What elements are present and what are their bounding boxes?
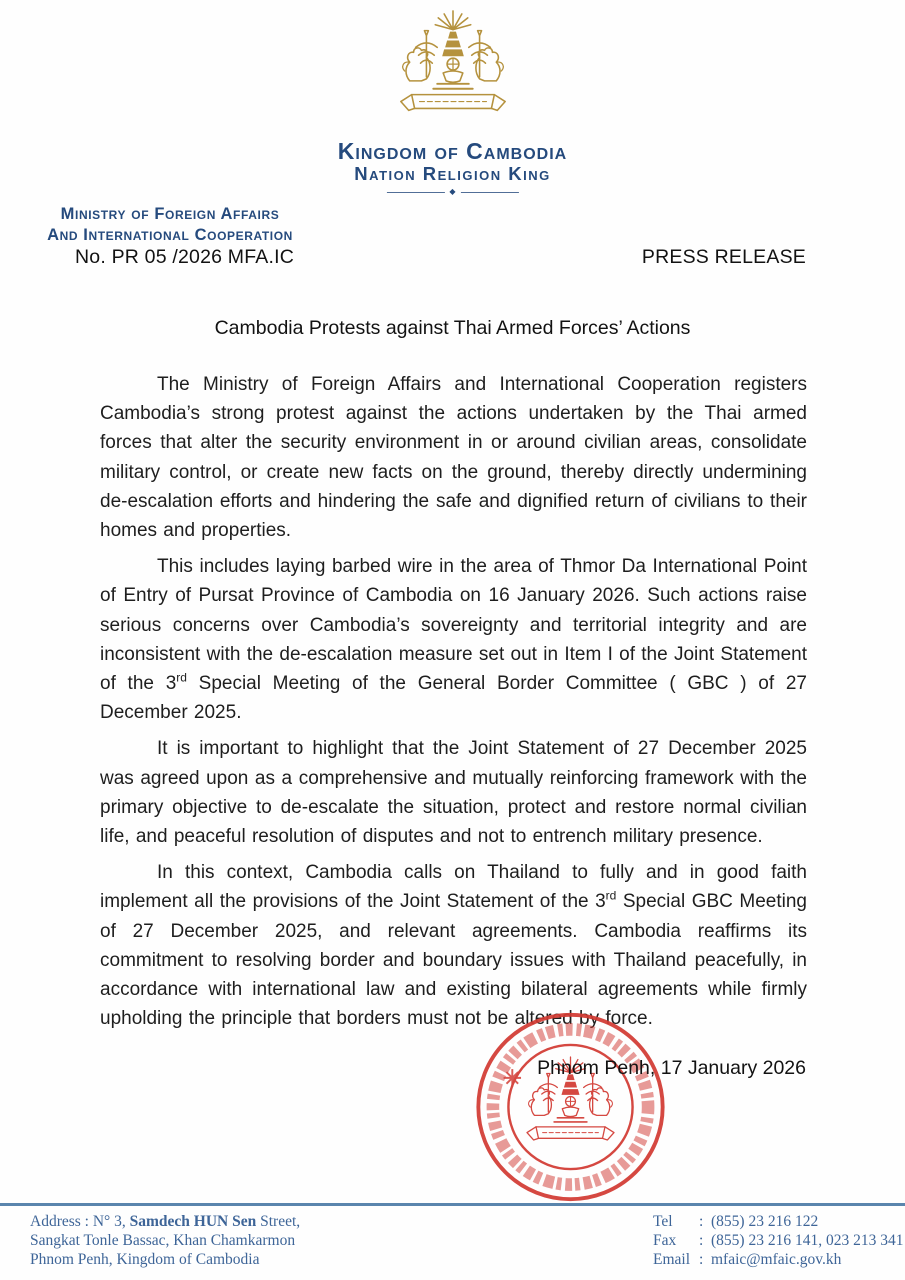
contact-colon: : xyxy=(699,1251,704,1268)
ministry-name-line1: Ministry of Foreign Affairs xyxy=(60,205,280,223)
text-run: This includes laying barbed wire in the area of Thmor Da International Point of Entry of Pursat Province of Cambodia on 16 January 2026. Such actions raise serious concerns over Cambodia’s sovereignty and territorial integrity and are inconsistent with the de-escalation measure set out in Item I of the Joint Statement of the 3 xyxy=(100,556,807,695)
paragraph xyxy=(100,734,807,851)
paragraph xyxy=(100,370,807,545)
contact-label: Tel xyxy=(653,1213,673,1230)
text-run: It is important to highlight that the Joint Statement of 27 December 2025 was agreed upon as a comprehensive and mutually reinforcing framework with the primary objective to de-escalate the situation, protect and restore normal civilian life, and peaceful resolution of disputes and not to entrench military presence. xyxy=(100,738,807,848)
ministry-name xyxy=(24,204,316,246)
text-run: Samdech HUN Sen xyxy=(129,1213,257,1230)
text-run: In this context, Cambodia calls on Thailand to fully and in good faith implement all the provisions of the Joint Statement of the 3 xyxy=(100,862,807,913)
cambodia-royal-arms-emblem xyxy=(393,8,513,136)
address-line xyxy=(30,1250,300,1269)
document-title: Cambodia Protests against Thai Armed Forces’ Actions xyxy=(214,317,691,339)
national-motto: Nation Religion King xyxy=(354,163,551,184)
text-run: Street, xyxy=(256,1213,301,1230)
contact-colon: : xyxy=(699,1213,704,1230)
superscript-text: rd xyxy=(605,889,617,904)
address-line xyxy=(30,1231,300,1250)
press-release-label: PRESS RELEASE xyxy=(641,246,806,268)
place-and-date: Phnom Penh, 17 January 2026 xyxy=(537,1057,806,1079)
ornament-diamond-icon: ◆ xyxy=(449,187,456,196)
footer-contacts xyxy=(653,1212,903,1269)
text-run: Address : N° 3, xyxy=(30,1213,130,1230)
text-run: Sangkat Tonle Bassac, Khan Chamkarmon xyxy=(30,1232,296,1249)
contact-row xyxy=(653,1212,903,1231)
body-paragraphs xyxy=(100,370,807,1040)
contact-colon: : xyxy=(699,1232,704,1249)
kingdom-title: Kingdom of Cambodia xyxy=(337,138,568,164)
document-reference-row xyxy=(75,246,806,269)
paragraph xyxy=(100,858,807,1033)
ministry-name-line2: And International Cooperation xyxy=(47,226,293,244)
ornament-line-right xyxy=(461,192,519,193)
divider-ornament xyxy=(386,188,518,196)
footer-divider-line xyxy=(0,1203,905,1206)
superscript-text: rd xyxy=(176,670,187,685)
paragraph xyxy=(100,552,807,727)
contact-label: Fax xyxy=(653,1232,677,1249)
ministry-red-seal-stamp xyxy=(472,1010,669,1204)
contact-value: (855) 23 216 122 xyxy=(711,1213,819,1230)
ornament-line-left xyxy=(386,192,444,193)
contact-value: mfaic@mfaic.gov.kh xyxy=(711,1251,842,1268)
contact-row xyxy=(653,1250,903,1269)
address-line xyxy=(30,1212,300,1231)
contact-label: Email xyxy=(653,1251,691,1268)
text-run: The Ministry of Foreign Affairs and International Cooperation registers Cambodia’s strong protest against the actions undertaken by the Thai armed forces that alter the security environment in or around civilian areas, consolidate military control, or create new facts on the ground, thereby directly undermining de-escalation efforts and hindering the safe and dignified return of civilians to their homes and properties. xyxy=(100,374,807,542)
text-run: Special GBC Meeting of 27 December 2025, and relevant agreements. Cambodia reaffirms its commitment to resolving border and boundary issues with Thailand peacefully, in accordance with international law and existing bilateral agreements while firmly upholding the principle that borders must not be altered by force. xyxy=(100,891,807,1030)
text-run: Phnom Penh, Kingdom of Cambodia xyxy=(30,1251,260,1268)
footer-address xyxy=(30,1212,300,1269)
document-number: No. PR 05 /2026 MFA.IC xyxy=(75,246,294,268)
contact-row xyxy=(653,1231,903,1250)
contact-value: (855) 23 216 141, 023 213 341 xyxy=(711,1232,904,1249)
text-run: Special Meeting of the General Border Committee ( GBC ) of 27 December 2025. xyxy=(100,673,807,724)
